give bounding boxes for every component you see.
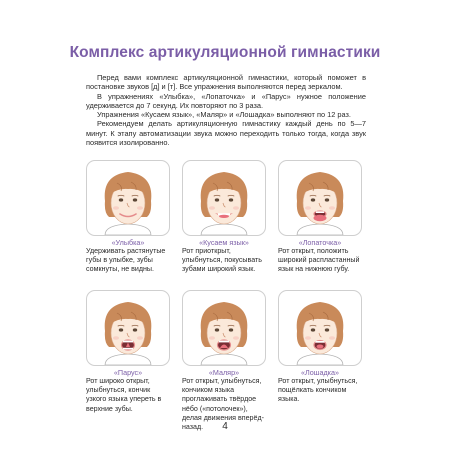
face-illustration — [278, 290, 362, 366]
exercise-card — [86, 290, 170, 414]
exercise-title: «Улыбка» — [111, 238, 145, 247]
exercise-card — [86, 160, 170, 275]
intro-text — [86, 73, 366, 147]
face-illustration — [182, 160, 266, 236]
face-illustration — [86, 160, 170, 236]
exercise-description: Рот приоткрыт, улыбнуться, покусывать зубами широкий язык. — [182, 247, 262, 274]
exercise-description: Рот открыт, улыбнуться, кончиком языка проглаживать твёрдое нёбо («потолочек»), делая движения вперёд-назад. — [182, 377, 264, 432]
exercise-description: Рот открыт, улыбнуться, пощёлкать кончиком языка. — [278, 377, 358, 404]
intro-paragraph: В упражнениях «Улыбка», «Лопаточка» и «Парус» нужное положение удерживается до 7 секунд. Их повторяют по 3 раза. — [86, 91, 366, 110]
exercise-description: Рот открыт, положить широкий распластанный язык на нижнюю губу. — [278, 247, 360, 274]
face-illustration — [182, 290, 266, 366]
page-title: Комплекс артикуляционной гимнастики — [69, 44, 381, 61]
face-illustration — [278, 160, 362, 236]
exercise-title: «Кусаем язык» — [199, 238, 249, 247]
exercise-title: «Парус» — [113, 368, 143, 377]
intro-paragraph: Перед вами комплекс артикуляционной гимнастики, который поможет в постановке звуков [д] и [т]. Все упражнения выполняются перед зеркалом. — [86, 73, 366, 92]
exercise-card — [182, 160, 266, 275]
exercise-card — [278, 160, 362, 275]
exercise-card — [182, 290, 266, 432]
exercise-title: «Лошадка» — [301, 368, 339, 377]
page-number: 4 — [222, 421, 228, 432]
intro-paragraph: Упражнения «Кусаем язык», «Маляр» и «Лошадка» выполняют по 12 раз. — [97, 110, 351, 120]
exercise-title: «Лопаточка» — [298, 238, 342, 247]
exercise-title: «Маляр» — [208, 368, 240, 377]
exercise-description: Удерживать растянутые губы в улыбке, зубы сомкнуты, не видны. — [86, 247, 166, 274]
exercise-description: Рот широко открыт, улыбнуться, кончик узкого языка упереть в верхние зубы. — [86, 377, 162, 413]
face-illustration — [86, 290, 170, 366]
intro-paragraph: Рекомендуем делать артикуляционную гимнастику каждый день по 5—7 минут. К этапу автоматизации звука можно переходить только тогда, когда звук появится изолированно. — [86, 119, 366, 148]
exercise-card — [278, 290, 362, 405]
